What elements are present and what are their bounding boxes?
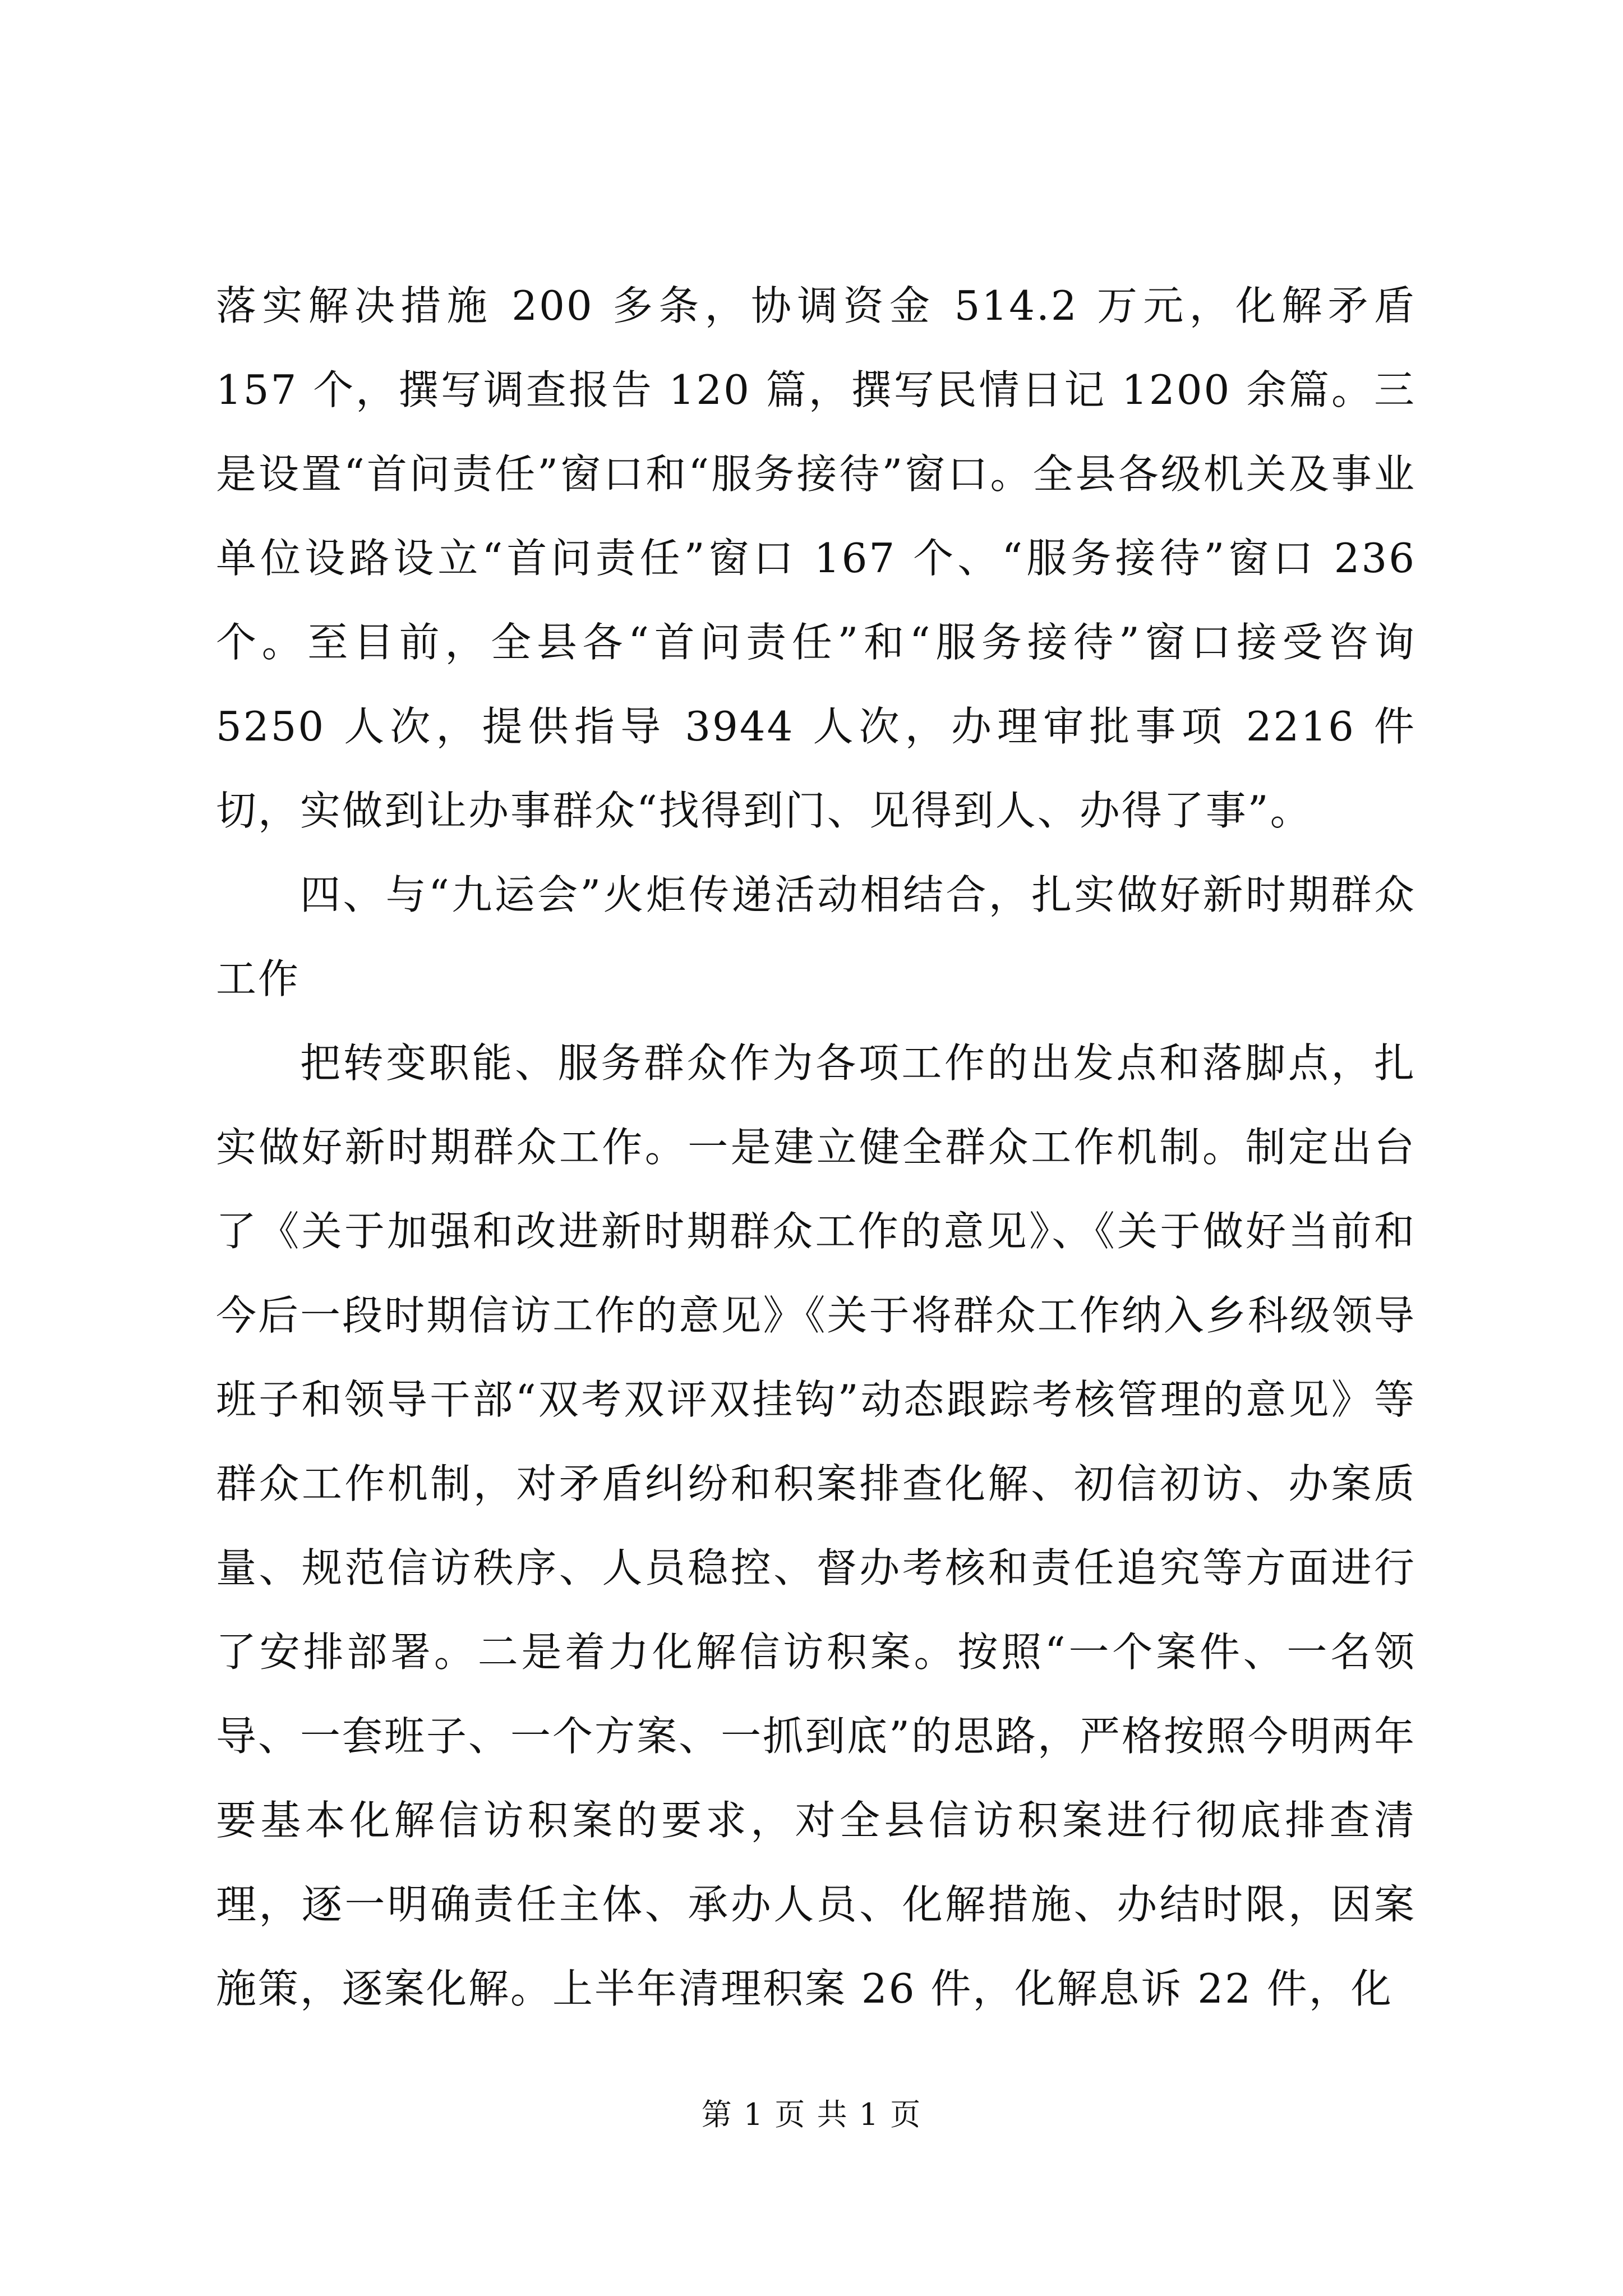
page-footer <box>0 2092 1623 2137</box>
paragraph-continuation: 落实解决措施 200 多条，协调资金 514.2 万元，化解矛盾 157 个，撰写调查报告 120 篇，撰写民情日记 1200 余篇。三是设置“首问责任”窗口和“服务接待”窗口。全县各级机关及事业单位设路设立“首问责任”窗口 167 个、“服务接待”窗口 236 个。至目前，全县各“首问责任”和“服务接待”窗口接受咨询 5250 人次，提供指导 3944 人次，办理审批事项 2216 件切，实做到让办事群众“找得到门、见得到人、办得了事”。 <box>216 282 1416 834</box>
section-heading: 四、与“九运会”火炬传递活动相结合，扎实做好新时期群众工作 <box>216 871 1416 1002</box>
page-number-label: 第 1 页 共 1 页 <box>701 2097 922 2132</box>
document-body <box>216 264 1416 2031</box>
paragraph-body: 把转变职能、服务群众作为各项工作的出发点和落脚点，扎实做好新时期群众工作。一是建立健全群众工作机制。制定出台了《关于加强和改进新时期群众工作的意见》、《关于做好当前和今后一段时期信访工作的意见》《关于将群众工作纳入乡科级领导班子和领导干部“双考双评双挂钩”动态跟踪考核管理的意见》等群众工作机制，对矛盾纠纷和积案排查化解、初信初访、办案质量、规范信访秩序、人员稳控、督办考核和责任追究等方面进行了安排部署。二是着力化解信访积案。按照“一个案件、一名领导、一套班子、一个方案、一抓到底”的思路，严格按照今明两年要基本化解信访积案的要求，对全县信访积案进行彻底排查清理，逐一明确责任主体、承办人员、化解措施、办结时限，因案施策，逐案化解。上半年清理积案 26 件，化解息诉 22 件，化 <box>216 1039 1416 2012</box>
